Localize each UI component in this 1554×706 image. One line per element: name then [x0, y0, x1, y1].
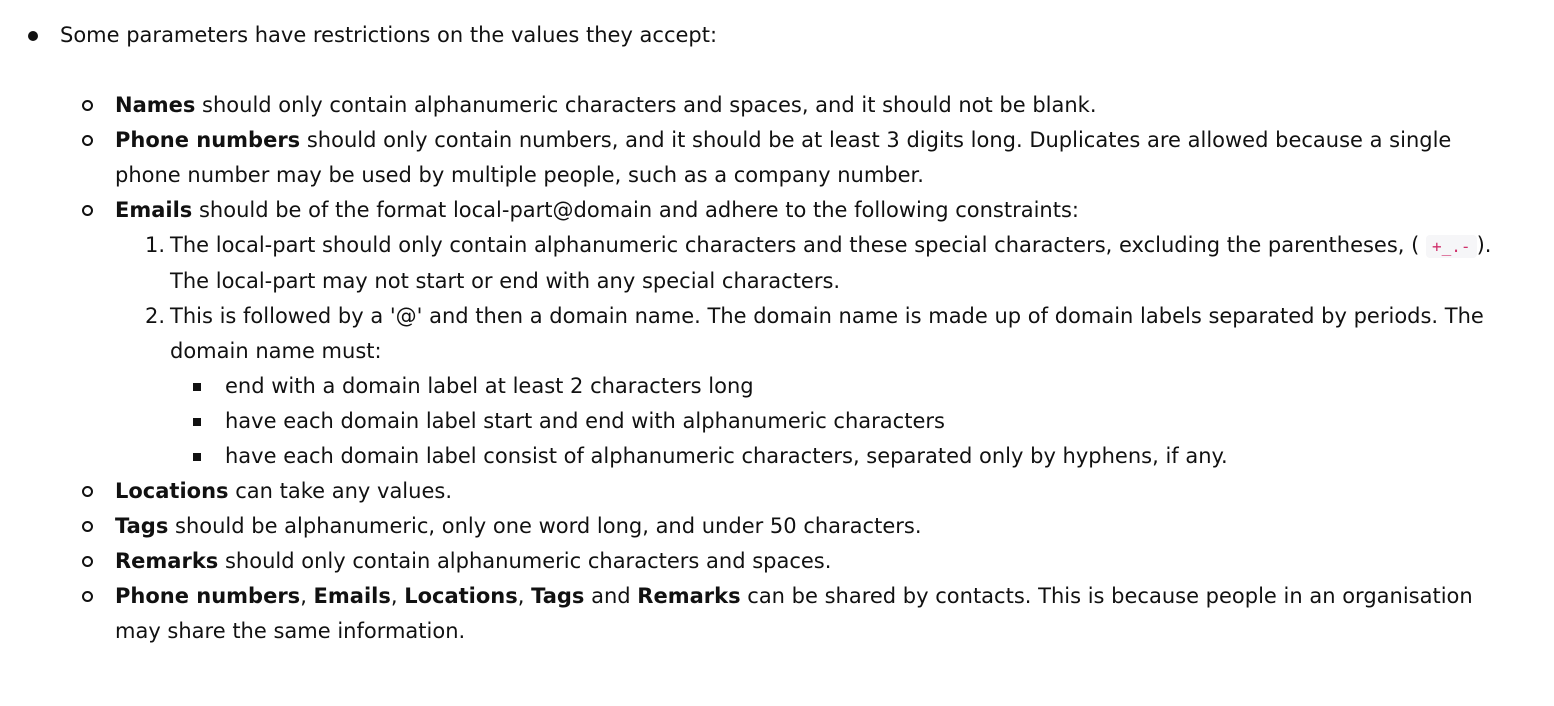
term-tags: Tags [115, 514, 169, 538]
bullet-square-icon [193, 383, 201, 391]
separator: , [300, 584, 314, 608]
term-phone-numbers: Phone numbers [115, 584, 301, 608]
list-item-tags [60, 509, 1494, 544]
shared-text: can be shared by contacts. This is because people in an organisation may share the same information. [115, 584, 1473, 643]
bullet-circle-icon [82, 135, 93, 146]
tags-text: should be alphanumeric, only one word long, and under 50 characters. [168, 514, 922, 538]
domain-rule-text: have each domain label start and end with alphanumeric characters [225, 409, 945, 433]
list-item-emails [60, 193, 1494, 474]
bullet-circle-icon [82, 521, 93, 532]
term-remarks: Remarks [637, 584, 741, 608]
list-item-shared [60, 579, 1494, 649]
list-item-locations [60, 474, 1494, 509]
intro-text: Some parameters have restrictions on the values they accept: [60, 23, 718, 47]
constraint-number: 1. [145, 233, 166, 257]
bullet-circle-icon [82, 100, 93, 111]
term-locations: Locations [404, 584, 518, 608]
constraint-text-before: The local-part should only contain alphanumeric characters and these special characters, excluding the parentheses, ( [170, 233, 1420, 257]
term-emails: Emails [313, 584, 391, 608]
restrictions-list [60, 88, 1494, 649]
bullet-square-icon [193, 453, 201, 461]
bullet-circle-icon [82, 205, 93, 216]
bullet-square-icon [193, 418, 201, 426]
term-names: Names [115, 93, 196, 117]
bullet-disc-icon [28, 31, 38, 41]
domain-rule-text: end with a domain label at least 2 characters long [225, 374, 754, 398]
domain-rule-text: have each domain label consist of alphanumeric characters, separated only by hyphens, if any. [225, 444, 1228, 468]
term-locations: Locations [115, 479, 229, 503]
bullet-circle-icon [82, 591, 93, 602]
constraint-text-after: ). The local-part may not start or end with any special characters. [170, 233, 1492, 293]
term-remarks: Remarks [115, 549, 219, 573]
list-item-names [60, 88, 1494, 123]
names-text: should only contain alphanumeric characters and spaces, and it should not be blank. [195, 93, 1097, 117]
emails-text: should be of the format local-part@domain and adhere to the following constraints: [192, 198, 1079, 222]
email-constraints-list [115, 228, 1494, 474]
separator: , [390, 584, 405, 608]
bullet-circle-icon [82, 556, 93, 567]
constraint-item-1 [115, 228, 1494, 299]
remarks-text: should only contain alphanumeric characters and spaces. [218, 549, 832, 573]
term-tags: Tags [531, 584, 585, 608]
list-item-remarks [60, 544, 1494, 579]
domain-rule-item [170, 404, 1494, 439]
domain-rule-item [170, 369, 1494, 404]
locations-text: can take any values. [228, 479, 452, 503]
special-chars-code: +_.- [1426, 235, 1477, 258]
constraint-number: 2. [145, 304, 166, 328]
bullet-circle-icon [82, 486, 93, 497]
domain-rules-list [170, 369, 1494, 474]
constraint-text: This is followed by a '@' and then a domain name. The domain name is made up of domain labels separated by periods. The domain name must: [170, 304, 1484, 363]
term-emails: Emails [115, 198, 193, 222]
list-item-phone [60, 123, 1494, 193]
term-phone: Phone numbers [115, 128, 301, 152]
phone-text: should only contain numbers, and it should be at least 3 digits long. Duplicates are allowed because a single phone number may be used by multiple people, such as a company number. [115, 128, 1452, 187]
top-list [0, 18, 1554, 649]
list-item [0, 18, 1554, 649]
separator: and [584, 584, 638, 608]
separator: , [517, 584, 532, 608]
constraint-item-2 [115, 299, 1494, 474]
domain-rule-item [170, 439, 1494, 474]
